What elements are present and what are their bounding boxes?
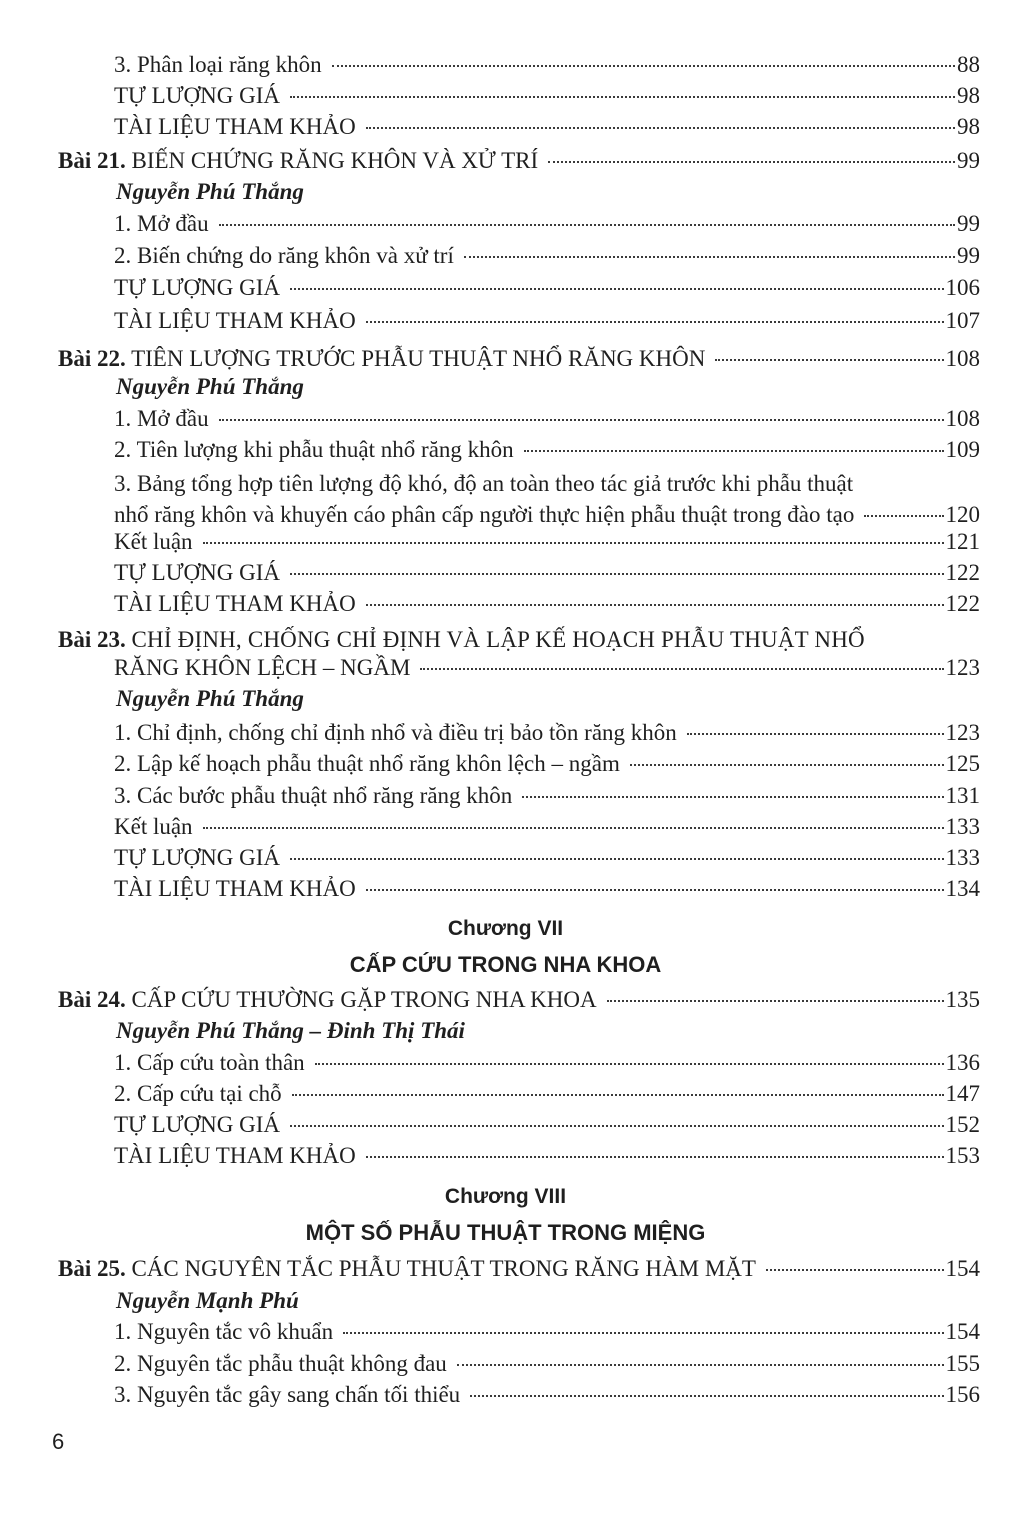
toc-entry-label: 1. Mở đầu bbox=[114, 406, 209, 431]
toc-lesson-entry bbox=[58, 1254, 980, 1284]
dot-leader bbox=[290, 96, 955, 98]
dot-leader bbox=[630, 764, 944, 766]
toc-entry-label: 3. Nguyên tắc gây sang chấn tối thiểu bbox=[114, 1382, 461, 1407]
page-ref: 99 bbox=[957, 243, 980, 268]
page-ref: 108 bbox=[945, 346, 980, 371]
page-ref: 121 bbox=[945, 529, 980, 554]
toc-entry bbox=[114, 50, 980, 80]
dot-leader bbox=[457, 1364, 944, 1366]
page-ref: 122 bbox=[945, 591, 980, 616]
page-ref: 98 bbox=[957, 114, 980, 139]
toc-entry bbox=[114, 1141, 980, 1171]
toc-entry-label: TỰ LƯỢNG GIÁ bbox=[114, 275, 280, 300]
toc-entry-label: TÀI LIỆU THAM KHẢO bbox=[114, 876, 356, 901]
toc-entry-label: TỰ LƯỢNG GIÁ bbox=[114, 560, 280, 585]
lesson-author: Nguyễn Phú Thắng bbox=[116, 686, 304, 711]
lesson-number: Bài 23. bbox=[58, 627, 126, 652]
toc-entry bbox=[114, 843, 980, 873]
page-ref: 147 bbox=[945, 1081, 980, 1106]
toc-entry bbox=[114, 273, 980, 303]
page-ref: 155 bbox=[945, 1351, 980, 1376]
page-ref: 156 bbox=[945, 1382, 980, 1407]
dot-leader bbox=[715, 359, 943, 361]
toc-entry-label: 2. Nguyên tắc phẫu thuật không đau bbox=[114, 1351, 447, 1376]
page-ref: 123 bbox=[945, 720, 980, 745]
page-ref: 135 bbox=[945, 987, 980, 1012]
toc-entry-label: 2. Cấp cứu tại chỗ bbox=[114, 1081, 282, 1106]
page-ref: 107 bbox=[945, 308, 980, 333]
dot-leader bbox=[366, 889, 944, 891]
dot-leader bbox=[464, 256, 955, 258]
page-ref: 98 bbox=[957, 83, 980, 108]
toc-entry-label: 3. Phân loại răng khôn bbox=[114, 52, 322, 77]
toc-entry-label: TỰ LƯỢNG GIÁ bbox=[114, 83, 280, 108]
toc-entry bbox=[114, 1048, 980, 1078]
page-ref: 122 bbox=[945, 560, 980, 585]
toc-entry-label: TỰ LƯỢNG GIÁ bbox=[114, 845, 280, 870]
toc-entry-label: 1. Chỉ định, chống chỉ định nhổ và điều trị bảo tồn răng khôn bbox=[114, 720, 677, 745]
toc-lesson-entry bbox=[58, 344, 980, 374]
toc-entry-label: TÀI LIỆU THAM KHẢO bbox=[114, 1143, 356, 1168]
dot-leader bbox=[343, 1332, 943, 1334]
lesson-author: Nguyễn Mạnh Phú bbox=[116, 1288, 299, 1313]
toc-entry-label: TÀI LIỆU THAM KHẢO bbox=[114, 591, 356, 616]
toc-entry bbox=[114, 749, 980, 779]
toc-lesson-entry bbox=[58, 146, 980, 176]
toc-entry-label: 1. Cấp cứu toàn thân bbox=[114, 1050, 305, 1075]
toc-entry bbox=[114, 1349, 980, 1379]
chapter-title: MỘT SỐ PHẪU THUẬT TRONG MIỆNG bbox=[305, 1220, 706, 1245]
lesson-number: Bài 22. bbox=[58, 346, 126, 371]
page-ref: 133 bbox=[945, 845, 980, 870]
toc-entry bbox=[114, 874, 980, 904]
toc-entry bbox=[114, 527, 980, 557]
toc-entry bbox=[114, 781, 980, 811]
page-ref: 134 bbox=[945, 876, 980, 901]
page-ref: 99 bbox=[957, 211, 980, 236]
dot-leader bbox=[420, 668, 943, 670]
dot-leader bbox=[290, 573, 944, 575]
page-number: 6 bbox=[52, 1429, 65, 1454]
toc-entry bbox=[114, 558, 980, 588]
toc-entry-label bbox=[58, 344, 705, 374]
toc-lesson-entry bbox=[58, 985, 980, 1015]
page-ref: 131 bbox=[945, 783, 980, 808]
toc-entry-label: 2. Biến chứng do răng khôn và xử trí bbox=[114, 243, 454, 268]
toc-entry-line: 3. Bảng tổng hợp tiên lượng độ khó, độ an toàn theo tác giả trước khi phẫu thuật bbox=[114, 471, 854, 496]
lesson-title: CHỈ ĐỊNH, CHỐNG CHỈ ĐỊNH VÀ LẬP KẾ HOẠCH PHẪU THUẬT NHỔ bbox=[131, 627, 865, 652]
dot-leader bbox=[366, 321, 944, 323]
toc-entry-label: TÀI LIỆU THAM KHẢO bbox=[114, 114, 356, 139]
toc-entry-label: Kết luận bbox=[114, 529, 193, 554]
dot-leader bbox=[203, 542, 944, 544]
toc-entry-label bbox=[58, 985, 597, 1015]
toc-entry bbox=[114, 812, 980, 842]
page-ref: 154 bbox=[945, 1319, 980, 1344]
dot-leader bbox=[203, 827, 944, 829]
toc-entry bbox=[114, 435, 980, 465]
toc-entry-label: nhổ răng khôn và khuyến cáo phân cấp người thực hiện phẫu thuật trong đào tạo bbox=[114, 502, 855, 527]
dot-leader bbox=[607, 1000, 944, 1002]
toc-entry bbox=[114, 81, 980, 111]
dot-leader bbox=[548, 161, 955, 163]
page-ref: 153 bbox=[945, 1143, 980, 1168]
lesson-title: CÁC NGUYÊN TẮC PHẪU THUẬT TRONG RĂNG HÀM MẶT bbox=[131, 1256, 756, 1281]
lesson-author: Nguyễn Phú Thắng bbox=[116, 179, 304, 204]
toc-entry bbox=[114, 306, 980, 336]
page-ref: 154 bbox=[945, 1256, 980, 1281]
toc-entry bbox=[114, 500, 980, 530]
dot-leader bbox=[470, 1395, 943, 1397]
toc-entry-label: TỰ LƯỢNG GIÁ bbox=[114, 1112, 280, 1137]
toc-entry-label: 1. Nguyên tắc vô khuẩn bbox=[114, 1319, 334, 1344]
toc-entry bbox=[114, 241, 980, 271]
lesson-title: CẤP CỨU THƯỜNG GẶP TRONG NHA KHOA bbox=[131, 987, 597, 1012]
dot-leader bbox=[219, 419, 944, 421]
toc-entry-label: 2. Lập kế hoạch phẫu thuật nhổ răng khôn lệch – ngầm bbox=[114, 751, 620, 776]
page-ref: 108 bbox=[945, 406, 980, 431]
page-ref: 109 bbox=[945, 437, 980, 462]
chapter-heading: Chương VII bbox=[447, 917, 564, 940]
dot-leader bbox=[290, 288, 944, 290]
toc-entry bbox=[114, 1380, 980, 1410]
toc-entry-label: RĂNG KHÔN LỆCH – NGẦM bbox=[114, 655, 411, 680]
toc-entry-label: Kết luận bbox=[114, 814, 193, 839]
toc-entry bbox=[114, 589, 980, 619]
page-ref: 99 bbox=[957, 148, 980, 173]
dot-leader bbox=[219, 224, 955, 226]
toc-entry bbox=[114, 1110, 980, 1140]
dot-leader bbox=[290, 1125, 944, 1127]
lesson-number: Bài 25. bbox=[58, 1256, 126, 1281]
dot-leader bbox=[332, 65, 955, 67]
lesson-author: Nguyễn Phú Thắng bbox=[116, 374, 304, 399]
dot-leader bbox=[292, 1094, 944, 1096]
page-ref: 136 bbox=[945, 1050, 980, 1075]
toc-entry bbox=[114, 718, 980, 748]
chapter-title: CẤP CỨU TRONG NHA KHOA bbox=[349, 952, 662, 977]
lesson-title: TIÊN LƯỢNG TRƯỚC PHẪU THUẬT NHỔ RĂNG KHÔN bbox=[131, 346, 706, 371]
page-ref: 106 bbox=[945, 275, 980, 300]
toc-entry bbox=[114, 1317, 980, 1347]
page-ref: 123 bbox=[945, 655, 980, 680]
dot-leader bbox=[687, 733, 944, 735]
dot-leader bbox=[315, 1063, 944, 1065]
toc-entry bbox=[114, 209, 980, 239]
toc-lesson-entry bbox=[58, 625, 865, 655]
dot-leader bbox=[366, 1156, 944, 1158]
lesson-number: Bài 21. bbox=[58, 148, 126, 173]
page-ref: 120 bbox=[945, 502, 980, 527]
toc-entry-label bbox=[58, 146, 538, 176]
dot-leader bbox=[766, 1269, 944, 1271]
toc-entry bbox=[114, 653, 980, 683]
lesson-title: BIẾN CHỨNG RĂNG KHÔN VÀ XỬ TRÍ bbox=[131, 148, 539, 173]
toc-entry bbox=[114, 404, 980, 434]
page-ref: 125 bbox=[945, 751, 980, 776]
chapter-heading: Chương VIII bbox=[444, 1185, 567, 1208]
dot-leader bbox=[366, 604, 944, 606]
dot-leader bbox=[524, 450, 944, 452]
toc-entry-label bbox=[58, 1254, 756, 1284]
toc-entry-label: 2. Tiên lượng khi phẫu thuật nhổ răng khôn bbox=[114, 437, 514, 462]
dot-leader bbox=[522, 796, 943, 798]
lesson-author: Nguyễn Phú Thắng – Đinh Thị Thái bbox=[116, 1018, 465, 1043]
dot-leader bbox=[290, 858, 944, 860]
toc-entry-label: 1. Mở đầu bbox=[114, 211, 209, 236]
toc-entry bbox=[114, 112, 980, 142]
toc-entry-label: TÀI LIỆU THAM KHẢO bbox=[114, 308, 356, 333]
page-ref: 152 bbox=[945, 1112, 980, 1137]
page-ref: 88 bbox=[957, 52, 980, 77]
lesson-number: Bài 24. bbox=[58, 987, 126, 1012]
toc-entry-label: 3. Các bước phẫu thuật nhổ răng răng khôn bbox=[114, 783, 513, 808]
dot-leader bbox=[366, 127, 955, 129]
toc-entry bbox=[114, 1079, 980, 1109]
page-ref: 133 bbox=[945, 814, 980, 839]
dot-leader bbox=[864, 515, 943, 517]
